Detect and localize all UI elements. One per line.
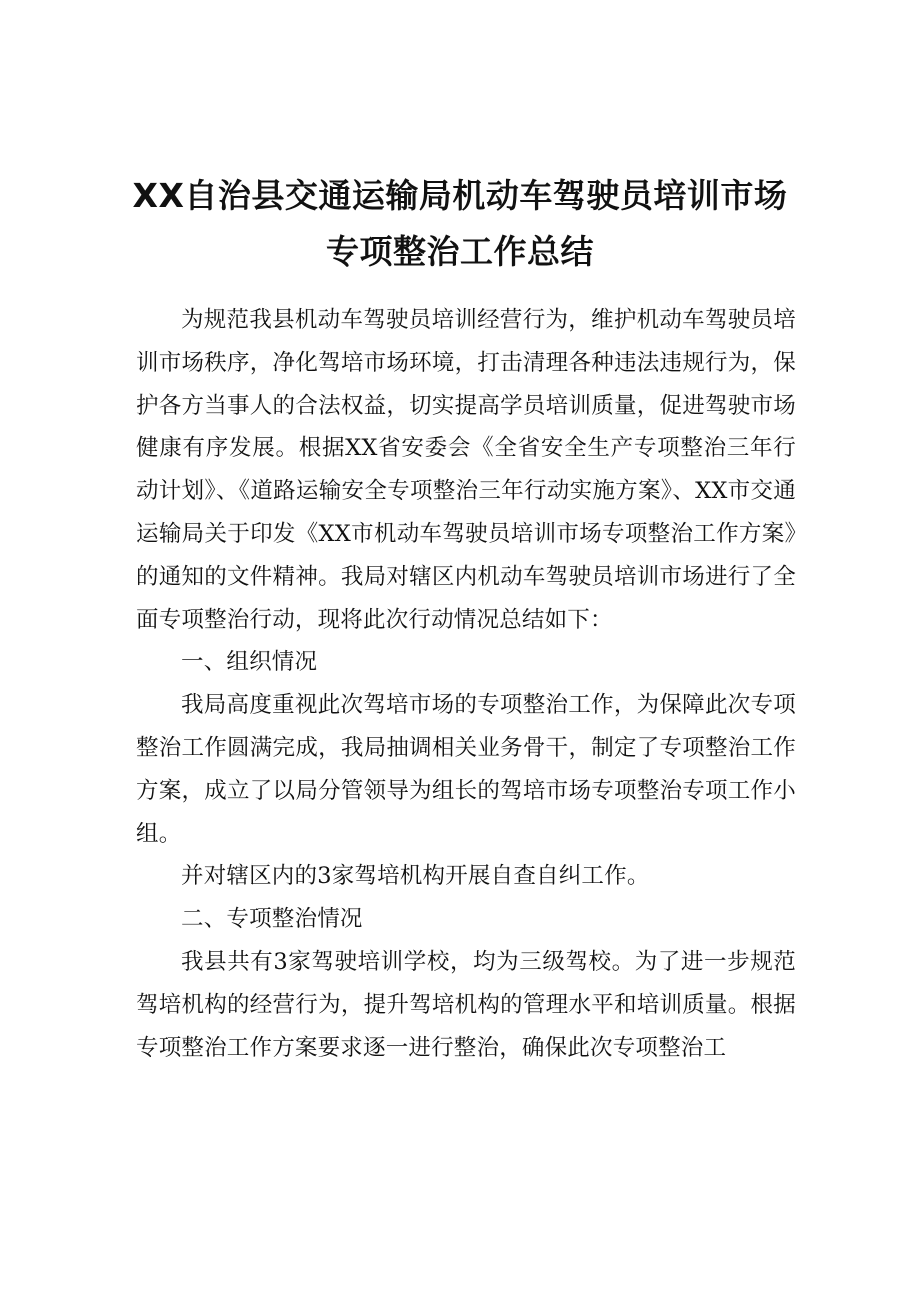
document-title-line-2: 专项整治工作总结 bbox=[326, 232, 594, 271]
document-title-line-1: XX自治县交通运输局机动车驾驶员培训市场 bbox=[132, 176, 788, 215]
section-heading-rectification: 二、专项整治情况 bbox=[181, 906, 363, 933]
paragraph-rectification: 我县共有3家驾驶培训学校，均为三级驾校。为了进一步规范驾培机构的经营行为，提升驾培机构的管理水平和培训质量。根据专项整治工作方案要求逐一进行整治，确保此次专项整治工 bbox=[136, 948, 796, 1061]
document-body bbox=[136, 299, 796, 1069]
paragraph-organization: 我局高度重视此次驾培市场的专项整治工作，为保障此次专项整治工作圆满完成，我局抽调相关业务骨干，制定了专项整治工作方案，成立了以局分管领导为组长的驾培市场专项整治专项工作小组。 bbox=[136, 692, 796, 847]
paragraph-self-inspection: 并对辖区内的3家驾培机构开展自查自纠工作。 bbox=[181, 863, 650, 890]
section-heading-organization: 一、组织情况 bbox=[181, 649, 318, 676]
paragraph-intro: 为规范我县机动车驾驶员培训经营行为，维护机动车驾驶员培训市场秩序，净化驾培市场环境，打击清理各种违法违规行为，保护各方当事人的合法权益，切实提高学员培训质量，促进驾驶市场健康有序发展。根据XX省安委会《全省安全生产专项整治三年行动计划》、《道路运输安全专项整治三年行动实施方案》、XX市交通运输局关于印发《XX市机动车驾驶员培训市场专项整治工作方案》的通知的文件精神。我局对辖区内机动车驾驶员培训市场进行了全面专项整治行动，现将此次行动情况总结如下： bbox=[136, 307, 796, 633]
